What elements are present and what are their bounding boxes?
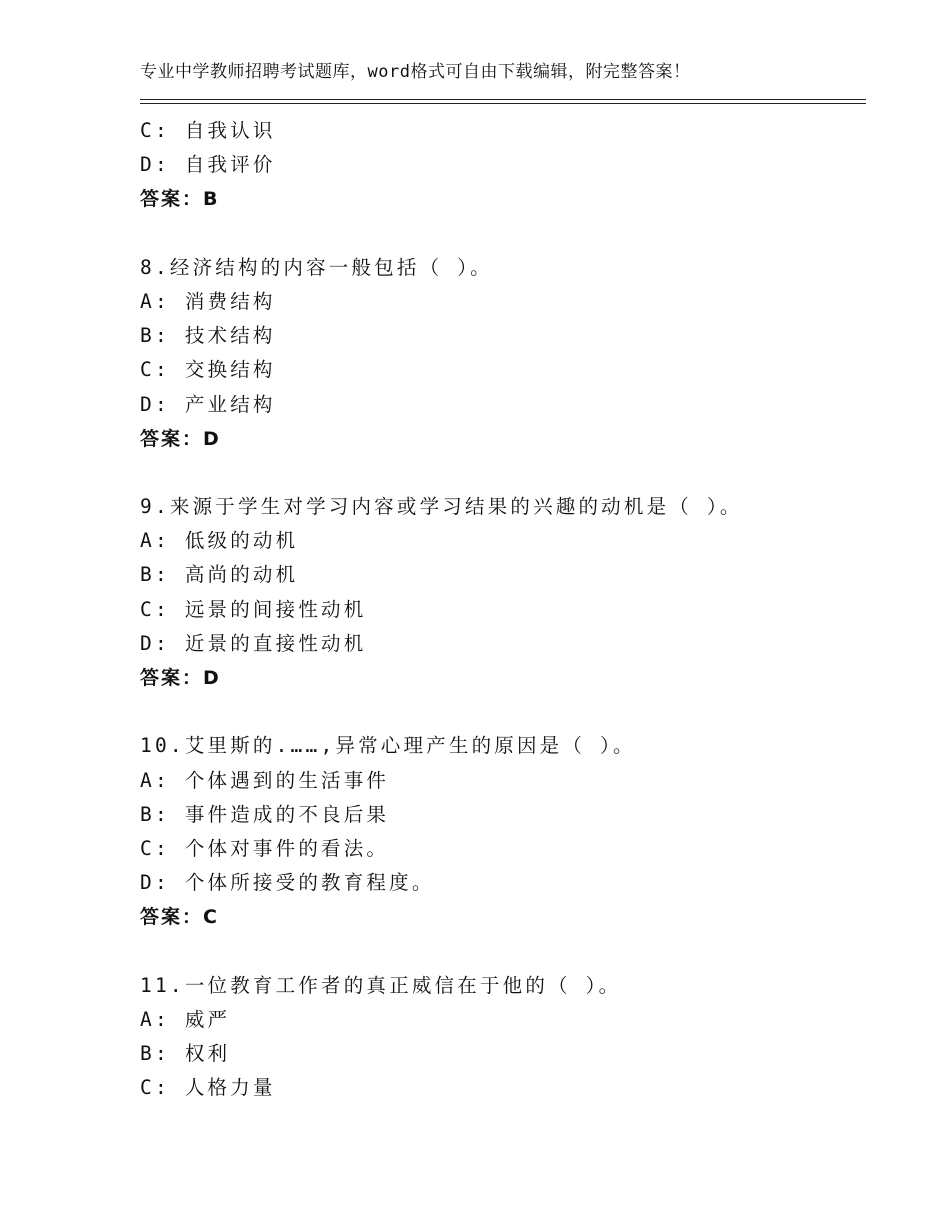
spacer [140, 695, 866, 729]
option-c: C: 远景的间接性动机 [140, 597, 367, 621]
option-d: D: 产业结构 [140, 392, 276, 416]
spacer [140, 217, 866, 251]
option-c: C: 自我认识 [140, 119, 276, 142]
header-divider-bottom [140, 103, 866, 104]
answer: 答案：D [140, 427, 221, 450]
answer: 答案：C [140, 906, 219, 929]
option-c: C: 交换结构 [140, 358, 276, 382]
spacer [140, 935, 866, 969]
option-a: A: 威严 [140, 1007, 231, 1031]
question-stem: 10.艾里斯的.……,异常心理产生的原因是（ ）。 [140, 734, 636, 758]
option-b: B: 事件造成的不良后果 [140, 802, 390, 826]
option-a: A: 消费结构 [140, 289, 276, 313]
header-divider-top [140, 99, 866, 100]
option-d: D: 个体所接受的教育程度。 [140, 871, 435, 895]
option-a: A: 个体遇到的生活事件 [140, 768, 390, 792]
question-content [140, 114, 866, 1105]
option-a: A: 低级的动机 [140, 529, 299, 553]
question-stem: 11.一位教育工作者的真正威信在于他的（ ）。 [140, 973, 622, 997]
option-b: B: 技术结构 [140, 324, 276, 348]
option-b: B: 权利 [140, 1042, 231, 1066]
question-stem: 9.来源于学生对学习内容或学习结果的兴趣的动机是（ ）。 [140, 495, 743, 519]
option-c: C: 个体对事件的看法。 [140, 836, 390, 860]
spacer [140, 456, 866, 490]
page-header: 专业中学教师招聘考试题库，word格式可自由下载编辑，附完整答案！ [140, 62, 691, 82]
option-d: D: 自我评价 [140, 153, 276, 177]
answer: 答案：B [140, 188, 220, 211]
answer: 答案：D [140, 667, 221, 689]
option-b: B: 高尚的动机 [140, 563, 299, 587]
option-d: D: 近景的直接性动机 [140, 631, 367, 655]
question-stem: 8.经济结构的内容一般包括（ ）。 [140, 255, 493, 279]
option-c: C: 人格力量 [140, 1076, 276, 1100]
